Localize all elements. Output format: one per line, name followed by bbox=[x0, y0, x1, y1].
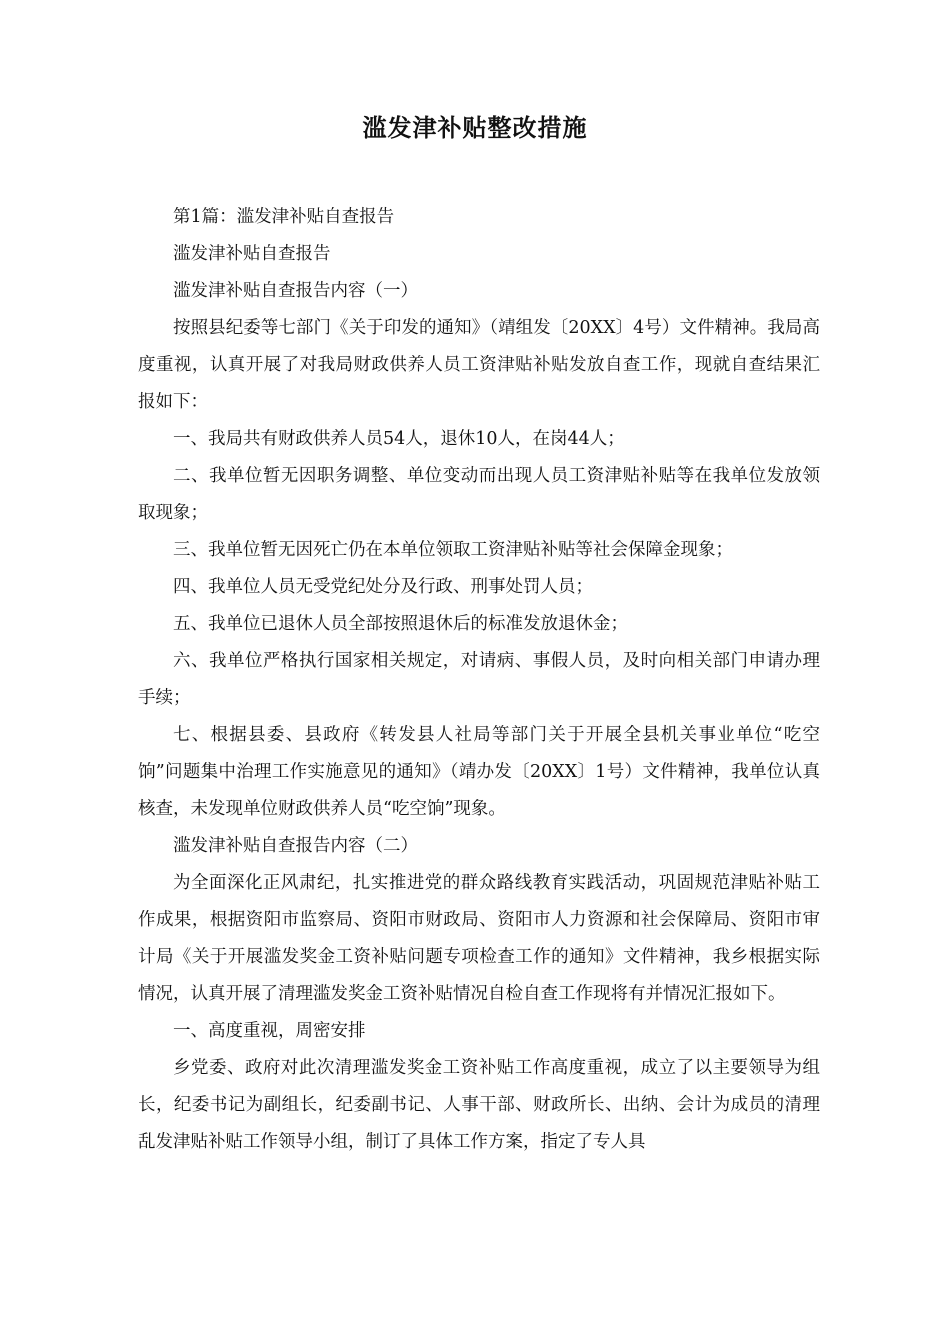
paragraph-item-5: 五、我单位已退休人员全部按照退休后的标准发放退休金； bbox=[173, 614, 628, 634]
document-body bbox=[138, 199, 820, 1161]
document-title: 滥发津补贴整改措施 bbox=[362, 113, 588, 142]
paragraph-intro: 按照县纪委等七部门《关于印发的通知》（靖组发〔20XX〕4号）文件精神。我局高度重视，认真开展了对我局财政供养人员工资津贴补贴发放自查工作，现就自查结果汇报如下： bbox=[138, 318, 820, 412]
paragraph-section-heading: 第1篇：滥发津补贴自查报告 bbox=[173, 207, 395, 227]
paragraph-item-6: 六、我单位严格执行国家相关规定，对请病、事假人员，及时向相关部门申请办理手续； bbox=[138, 651, 820, 708]
paragraph-item-1: 一、我局共有财政供养人员54人，退休10人，在岗44人； bbox=[173, 429, 625, 449]
paragraph-content-two-heading: 滥发津补贴自查报告内容（二） bbox=[173, 836, 418, 856]
paragraph-content-one-heading: 滥发津补贴自查报告内容（一） bbox=[173, 281, 418, 301]
paragraph-item-4: 四、我单位人员无受党纪处分及行政、刑事处罚人员； bbox=[173, 577, 593, 597]
paragraph-item-7: 七、根据县委、县政府《转发县人社局等部门关于开展全县机关事业单位“吃空饷”问题集中治理工作实施意见的通知》（靖办发〔20XX〕1号）文件精神，我单位认真核查，未发现单位财政供养人员“吃空饷”现象。 bbox=[138, 725, 820, 819]
paragraph-subheading-1: 一、高度重视，周密安排 bbox=[173, 1021, 366, 1041]
paragraph-report-title: 滥发津补贴自查报告 bbox=[173, 244, 331, 264]
paragraph-subheading-1-body: 乡党委、政府对此次清理滥发奖金工资补贴工作高度重视，成立了以主要领导为组长，纪委书记为副组长，纪委副书记、人事干部、财政所长、出纳、会计为成员的清理乱发津贴补贴工作领导小组，制订了具体工作方案，指定了专人具 bbox=[138, 1058, 820, 1152]
paragraph-content-two-intro: 为全面深化正风肃纪，扎实推进党的群众路线教育实践活动，巩固规范津贴补贴工作成果，根据资阳市监察局、资阳市财政局、资阳市人力资源和社会保障局、资阳市审计局《关于开展滥发奖金工资补贴问题专项检查工作的通知》文件精神，我乡根据实际情况，认真开展了清理滥发奖金工资补贴情况自检自查工作现将有并情况汇报如下。 bbox=[138, 873, 820, 1004]
paragraph-item-3: 三、我单位暂无因死亡仍在本单位领取工资津贴补贴等社会保障金现象； bbox=[173, 540, 733, 560]
paragraph-item-2: 二、我单位暂无因职务调整、单位变动而出现人员工资津贴补贴等在我单位发放领取现象； bbox=[138, 466, 820, 523]
